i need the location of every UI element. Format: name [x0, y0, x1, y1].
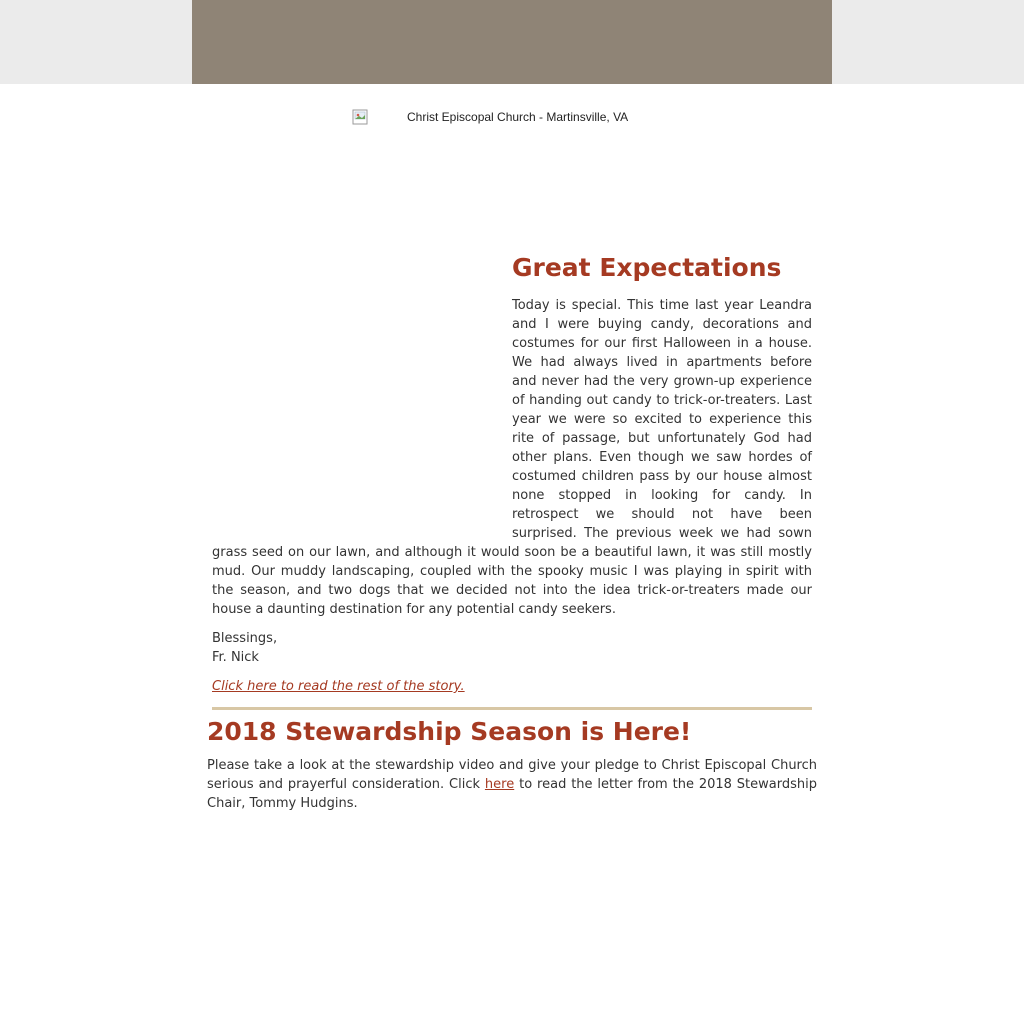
stewardship-text: [207, 756, 817, 813]
stewardship-text-after: to read the letter from the 2018 Stewardship Chair, Tommy Hudgins.: [207, 777, 817, 811]
article-signature: [212, 629, 812, 667]
logo-alt-text: Christ Episcopal Church - Martinsville, VA: [407, 110, 629, 124]
church-logo[interactable]: [352, 109, 672, 129]
stewardship-section: [207, 714, 817, 813]
section-divider: [212, 707, 812, 710]
stewardship-letter-link[interactable]: here: [484, 777, 515, 792]
read-more-paragraph: [212, 677, 812, 696]
read-more-link[interactable]: Click here to read the rest of the story.: [212, 679, 465, 694]
article-image-placeholder: [212, 250, 512, 530]
article-body: Today is special. This time last year Leandra and I were buying candy, decorations and costumes for our first Halloween in a house. We had always lived in apartments before and never had the very grown-up experience of handing out candy to trick-or-treaters. Last year we were so excited to experience this rite of passage, but unfortunately God had other plans. Even though we saw hordes of costumed children pass by our house almost none stopped in looking for candy. In retrospect we should not have been surprised. The previous week we had sown grass seed on our lawn, and although it would soon be a beautiful lawn, it was still mostly mud. Our muddy landscaping, coupled with the spooky music I was playing in spirit with the season, and two dogs that we decided not into the idea trick-or-treaters made our house a daunting destination for any potential candy seekers.: [212, 298, 812, 617]
signature-name: Fr. Nick: [212, 650, 259, 665]
article-great-expectations: [212, 250, 812, 696]
header-banner: [192, 0, 832, 84]
closing-text: Blessings,: [212, 631, 278, 646]
article-title: Great Expectations: [512, 253, 782, 282]
stewardship-title: 2018 Stewardship Season is Here!: [207, 717, 692, 746]
broken-image-icon: [352, 109, 368, 125]
stewardship-text-before: Please take a look at the stewardship video and give your pledge to Christ Episcopal Church serious and prayerful consideration. Click: [207, 758, 817, 792]
